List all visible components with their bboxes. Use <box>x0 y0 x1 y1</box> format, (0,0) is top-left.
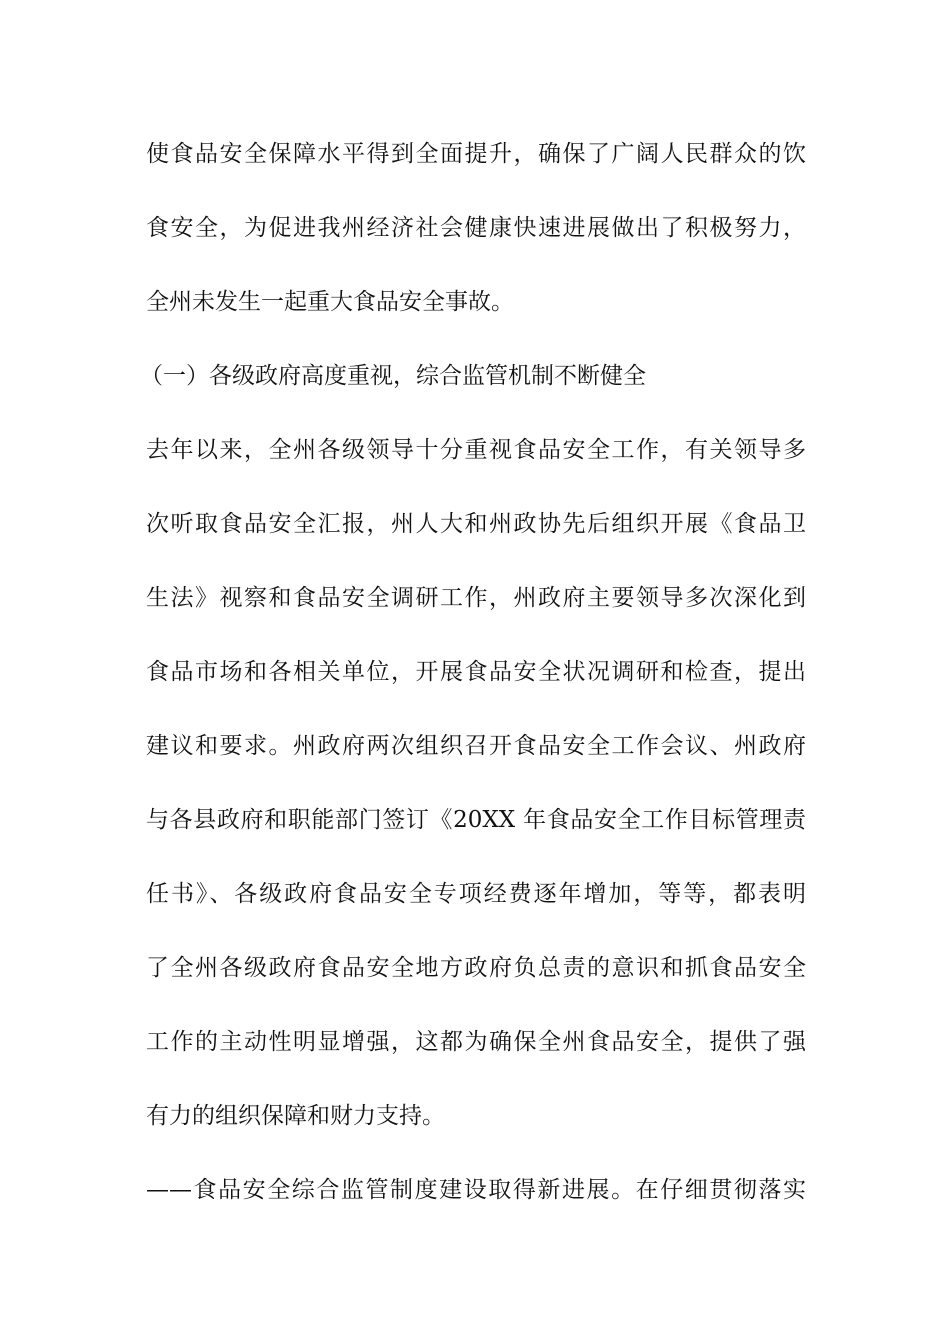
text-line-13: 工作的主动性明显增强，这都为确保全州食品安全，提供了强 <box>146 1029 806 1055</box>
text-line-1: 使食品安全保障水平得到全面提升，确保了广阔人民群众的饮 <box>146 141 806 167</box>
text-line-15: ——食品安全综合监管制度建设取得新进展。在仔细贯彻落实 <box>146 1177 806 1203</box>
text-line-12: 了全州各级政府食品安全地方政府负总责的意识和抓食品安全 <box>146 955 806 981</box>
text-line-10: 与各县政府和职能部门签订《20XX 年食品安全工作目标管理责 <box>146 807 806 833</box>
text-line-6: 次听取食品安全汇报，州人大和州政协先后组织开展《食品卫 <box>146 511 806 537</box>
text-line-14: 有力的组织保障和财力支持。 <box>146 1103 445 1129</box>
text-line-9: 建议和要求。州政府两次组织召开食品安全工作会议、州政府 <box>146 733 806 759</box>
text-line-2: 食安全，为促进我州经济社会健康快速进展做出了积极努力， <box>146 215 806 241</box>
section-heading: （一）各级政府高度重视，综合监管机制不断健全 <box>140 363 646 389</box>
text-line-5: 去年以来，全州各级领导十分重视食品安全工作，有关领导多 <box>146 437 806 463</box>
text-line-3: 全州未发生一起重大食品安全事故。 <box>146 289 514 315</box>
text-line-11: 任书》、各级政府食品安全专项经费逐年增加，等等，都表明 <box>146 881 806 907</box>
text-line-8: 食品市场和各相关单位，开展食品安全状况调研和检查，提出 <box>146 659 806 685</box>
text-line-7: 生法》视察和食品安全调研工作，州政府主要领导多次深化到 <box>146 585 806 611</box>
